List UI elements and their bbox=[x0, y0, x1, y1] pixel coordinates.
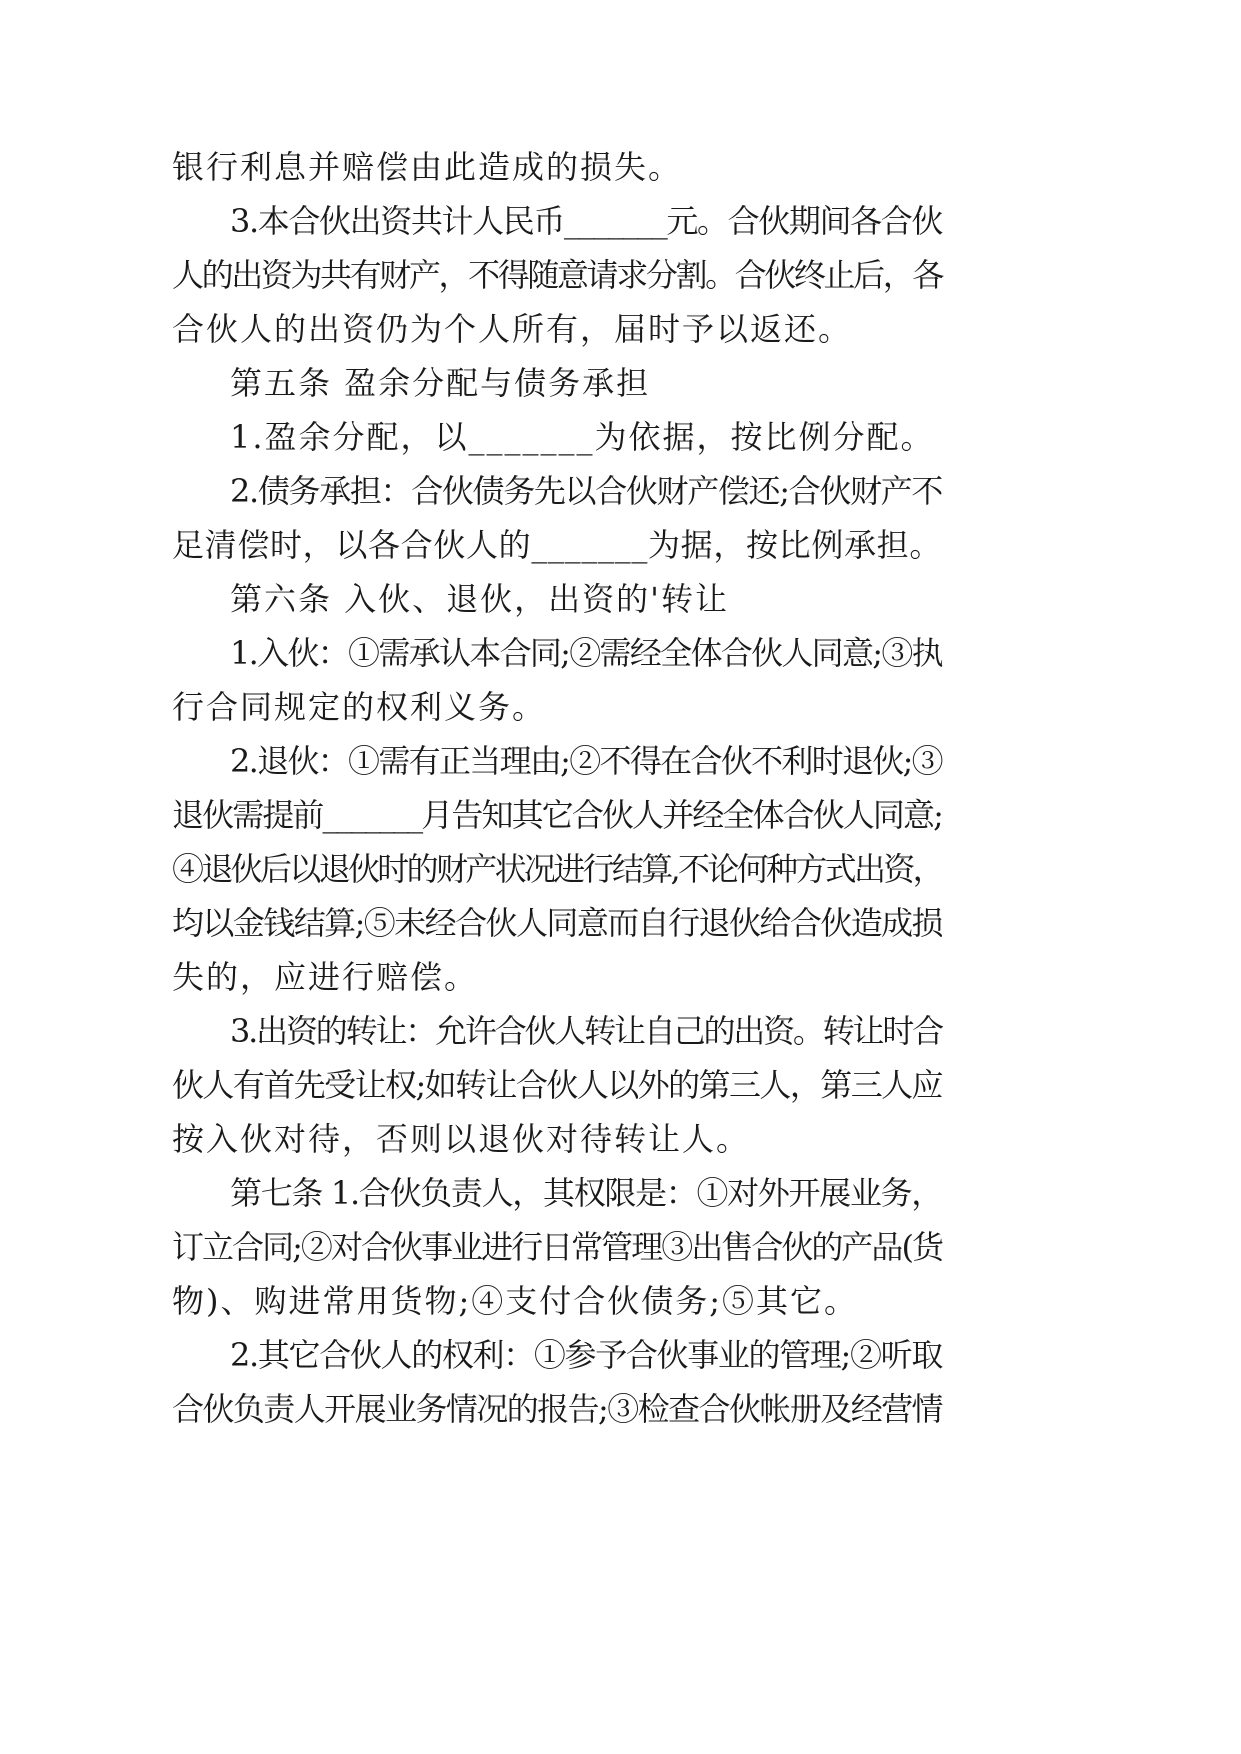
text-line bbox=[0, 525, 1241, 565]
text-line bbox=[0, 309, 1241, 349]
text-line bbox=[0, 255, 1241, 295]
text-line-content: 银行利息并赔偿由此造成的损失。 bbox=[172, 148, 683, 186]
text-line bbox=[0, 417, 1241, 457]
text-line-content: 1.入伙：①需承认本合同;②需经全体合伙人同意;③执 bbox=[230, 634, 942, 672]
text-line-content: 失的，应进行赔偿。 bbox=[172, 958, 479, 996]
text-line bbox=[0, 633, 1241, 673]
text-line bbox=[0, 1281, 1241, 1321]
text-line-content: 1.盈余分配，以_______为依据，按比例分配。 bbox=[230, 418, 935, 456]
text-line-content: 伙人有首先受让权;如转让合伙人以外的第三人，第三人应 bbox=[172, 1066, 942, 1104]
text-line-content: 人的出资为共有财产，不得随意请求分割。合伙终止后，各 bbox=[172, 256, 942, 294]
section-heading bbox=[0, 1173, 1241, 1213]
text-line-content: 第六条 入伙、退伙，出资的'转让 bbox=[230, 580, 729, 618]
text-line bbox=[0, 957, 1241, 997]
text-line-content: 均以金钱结算;⑤未经合伙人同意而自行退伙给合伙造成损 bbox=[172, 904, 942, 942]
text-line-content: 第五条 盈余分配与债务承担 bbox=[230, 364, 651, 402]
text-line bbox=[0, 741, 1241, 781]
text-line bbox=[0, 1335, 1241, 1375]
text-line-content: 合伙人的出资仍为个人所有，届时予以返还。 bbox=[172, 310, 853, 348]
text-line-content: 2.债务承担：合伙债务先以合伙财产偿还;合伙财产不 bbox=[230, 472, 942, 510]
text-line-content: 2.退伙：①需有正当理由;②不得在合伙不利时退伙;③ bbox=[230, 742, 942, 780]
text-line bbox=[0, 1227, 1241, 1267]
text-line-content: 2.其它合伙人的权利：①参予合伙事业的管理;②听取 bbox=[230, 1336, 942, 1374]
text-line-content: 第七条 1.合伙负责人，其权限是：①对外开展业务， bbox=[230, 1174, 942, 1212]
text-line bbox=[0, 1065, 1241, 1105]
text-line-content: 订立合同;②对合伙事业进行日常管理③出售合伙的产品(货 bbox=[172, 1228, 942, 1266]
text-line-content: ④退伙后以退伙时的财产状况进行结算,不论何种方式出资， bbox=[172, 850, 942, 888]
text-line bbox=[0, 147, 1241, 187]
text-line-content: 按入伙对待，否则以退伙对待转让人。 bbox=[172, 1120, 751, 1158]
text-line bbox=[0, 471, 1241, 511]
text-line bbox=[0, 1011, 1241, 1051]
text-line bbox=[0, 1389, 1241, 1429]
text-line-content: 退伙需提前_______月告知其它合伙人并经全体合伙人同意; bbox=[172, 796, 942, 834]
text-line bbox=[0, 849, 1241, 889]
text-line-content: 3.出资的转让：允许合伙人转让自己的出资。转让时合 bbox=[230, 1012, 942, 1050]
text-line bbox=[0, 687, 1241, 727]
text-line bbox=[0, 903, 1241, 943]
text-line-content: 足清偿时，以各合伙人的_______为据，按比例承担。 bbox=[172, 526, 942, 564]
section-heading bbox=[0, 579, 1241, 619]
section-heading bbox=[0, 363, 1241, 403]
text-line bbox=[0, 1119, 1241, 1159]
text-line-content: 合伙负责人开展业务情况的报告;③检查合伙帐册及经营情 bbox=[172, 1390, 942, 1428]
text-line bbox=[0, 201, 1241, 241]
text-line bbox=[0, 795, 1241, 835]
text-line-content: 行合同规定的权利义务。 bbox=[172, 688, 547, 726]
text-line-content: 3.本合伙出资共计人民币_______元。合伙期间各合伙 bbox=[230, 202, 942, 240]
text-line-content: 物)、购进常用货物;④支付合伙债务;⑤其它。 bbox=[172, 1282, 859, 1320]
